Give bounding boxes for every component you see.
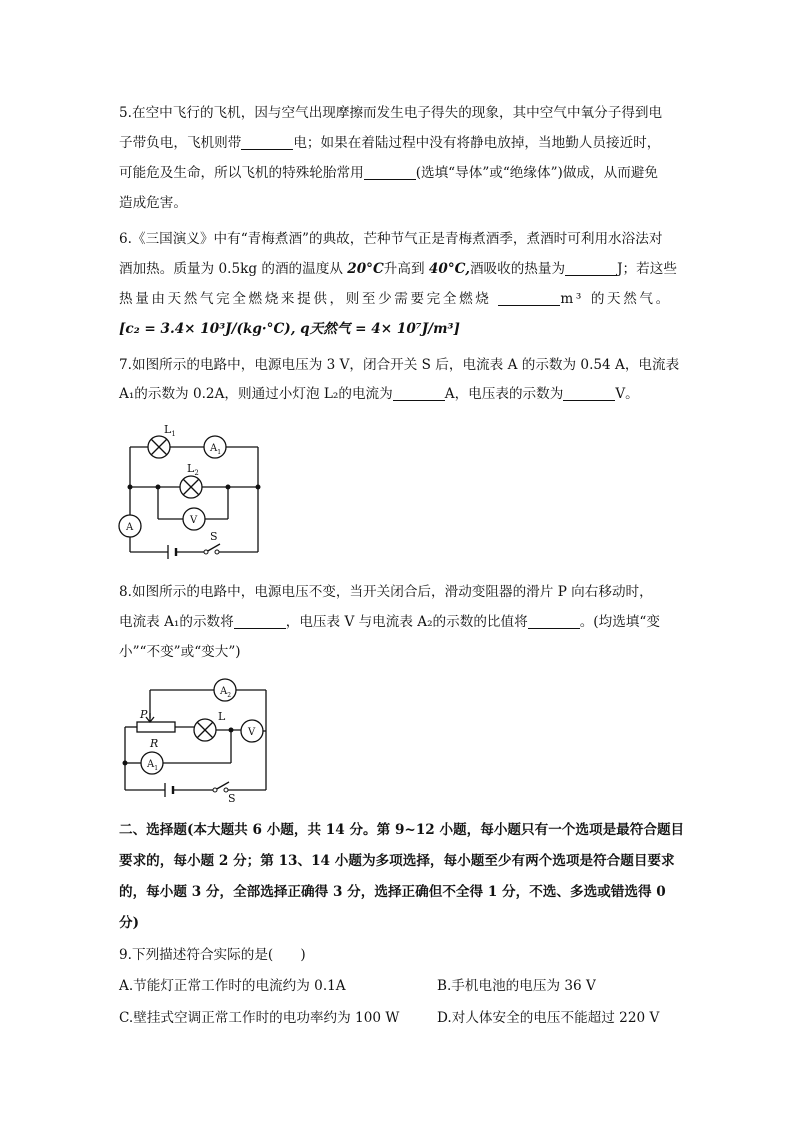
q6-text: 升高到: [383, 261, 425, 277]
q6-constants: [c₂ = 3.4× 10³J/(kg·°C), q天然气 = 4× 10⁷J/m³]: [119, 321, 460, 337]
q7-text: A，电压表的示数为: [444, 386, 564, 402]
answer-blank[interactable]: [565, 260, 617, 276]
q6-line2: [119, 257, 689, 281]
q9-option-a[interactable]: A.节能灯正常工作时的电流约为 0.1A: [119, 978, 346, 994]
q6-line1: 6.《三国演义》中有“青梅煮酒”的典故，芒种节气正是青梅煮酒季，煮酒时可利用水浴法对: [119, 231, 663, 247]
label-R: R: [150, 737, 159, 750]
circuit-diagram-q8: [110, 675, 280, 810]
circuit-diagram-q7: [110, 415, 270, 565]
q5-line3: [119, 161, 689, 185]
section2-line2: 要求的，每小题 2 分；第 13、14 小题为多项选择，每小题至少有两个选项是符合题目要求: [119, 853, 675, 869]
q9-option-c[interactable]: C.壁挂式空调正常工作时的电功率约为 100 W: [119, 1010, 400, 1026]
answer-blank[interactable]: [528, 613, 580, 629]
label-S: S: [210, 530, 218, 543]
answer-blank[interactable]: [498, 290, 560, 306]
q6-text: 酒吸收的热量为: [469, 261, 566, 277]
label-P: P: [140, 708, 148, 721]
q8-text: 。(均选填“变: [579, 614, 660, 630]
q5-text: 可能危及生命，所以飞机的特殊轮胎常用: [119, 165, 364, 181]
q9-stem: 9.下列描述符合实际的是( ): [119, 947, 306, 963]
label-A1: $A_1$: [147, 759, 159, 772]
q9-option-b[interactable]: B.手机电池的电压为 36 V: [437, 978, 596, 994]
q5-text: 子带负电，飞机则带: [119, 135, 242, 151]
answer-blank[interactable]: [234, 613, 286, 629]
q8-line2: [119, 610, 689, 634]
q5-text: (选填“导体”或“绝缘体”)做成，从而避免: [415, 165, 658, 181]
q7-text: A₁的示数为 0.2A，则通过小灯泡: [119, 386, 320, 402]
q7-line1: 7.如图所示的电路中，电源电压为 3 V，闭合开关 S 后，电流表 A 的示数为 0.54 A，电流表: [119, 357, 680, 373]
label-S: S: [228, 792, 236, 805]
q8-text: ，电压表 V 与电流表 A₂的示数的比值将: [285, 614, 528, 630]
q5-line4: 造成危害。: [119, 195, 187, 211]
q8-line1: 8.如图所示的电路中，电源电压不变，当开关闭合后，滑动变阻器的滑片 P 向右移动时，: [119, 584, 653, 600]
q6-text: J；若这些: [617, 261, 677, 277]
q7-line2: [119, 382, 689, 406]
answer-blank[interactable]: [364, 164, 416, 180]
label-A2: $A_2$: [220, 686, 232, 699]
q6-temp-start: 20°C: [347, 261, 384, 277]
q5-text: 电；如果在着陆过程中没有将静电放掉，当地勤人员接近时，: [293, 135, 661, 151]
label-L2: $L_2$: [187, 462, 199, 477]
answer-blank[interactable]: [241, 134, 293, 150]
answer-blank[interactable]: [393, 385, 445, 401]
q8-line3: 小”“不变”或“变大”): [119, 644, 241, 660]
section2-line1: 二、选择题(本大题共 6 小题，共 14 分。第 9~12 小题，每小题只有一个选项是最符合题目: [119, 822, 685, 838]
q6-text: m³ 的天然气。: [560, 291, 672, 307]
q8-text: 电流表 A₁的示数将: [119, 614, 234, 630]
label-L1: $L_1$: [164, 423, 176, 438]
label-V: V: [248, 727, 256, 738]
section2-line4: 分): [119, 915, 140, 931]
q6-text: 酒加热。质量为 0.5kg 的酒的温度从: [119, 261, 343, 277]
section2-line3: 的，每小题 3 分，全部选择正确得 3 分，选择正确但不全得 1 分，不选、多选或错选得 0: [119, 884, 666, 900]
q6-text: 热量由天然气完全燃烧来提供，则至少需要完全燃烧: [119, 291, 492, 307]
q9-option-d[interactable]: D.对人体安全的电压不能超过 220 V: [437, 1010, 660, 1026]
label-A1: $A_1$: [210, 443, 222, 456]
label-V: V: [190, 515, 198, 526]
label-L: L: [218, 710, 226, 723]
label-A: A: [126, 522, 134, 533]
q6-temp-end: 40°C,: [428, 261, 470, 277]
q6-line3: [119, 287, 689, 311]
answer-blank[interactable]: [563, 385, 615, 401]
q5-line2: [119, 131, 689, 155]
q7-text: V。: [615, 386, 639, 402]
q5-line1: 5.在空中飞行的飞机，因与空气出现摩擦而发生电子得失的现象，其中空气中氧分子得到电: [119, 105, 663, 121]
q7-text: L₂的电流为: [323, 386, 393, 402]
